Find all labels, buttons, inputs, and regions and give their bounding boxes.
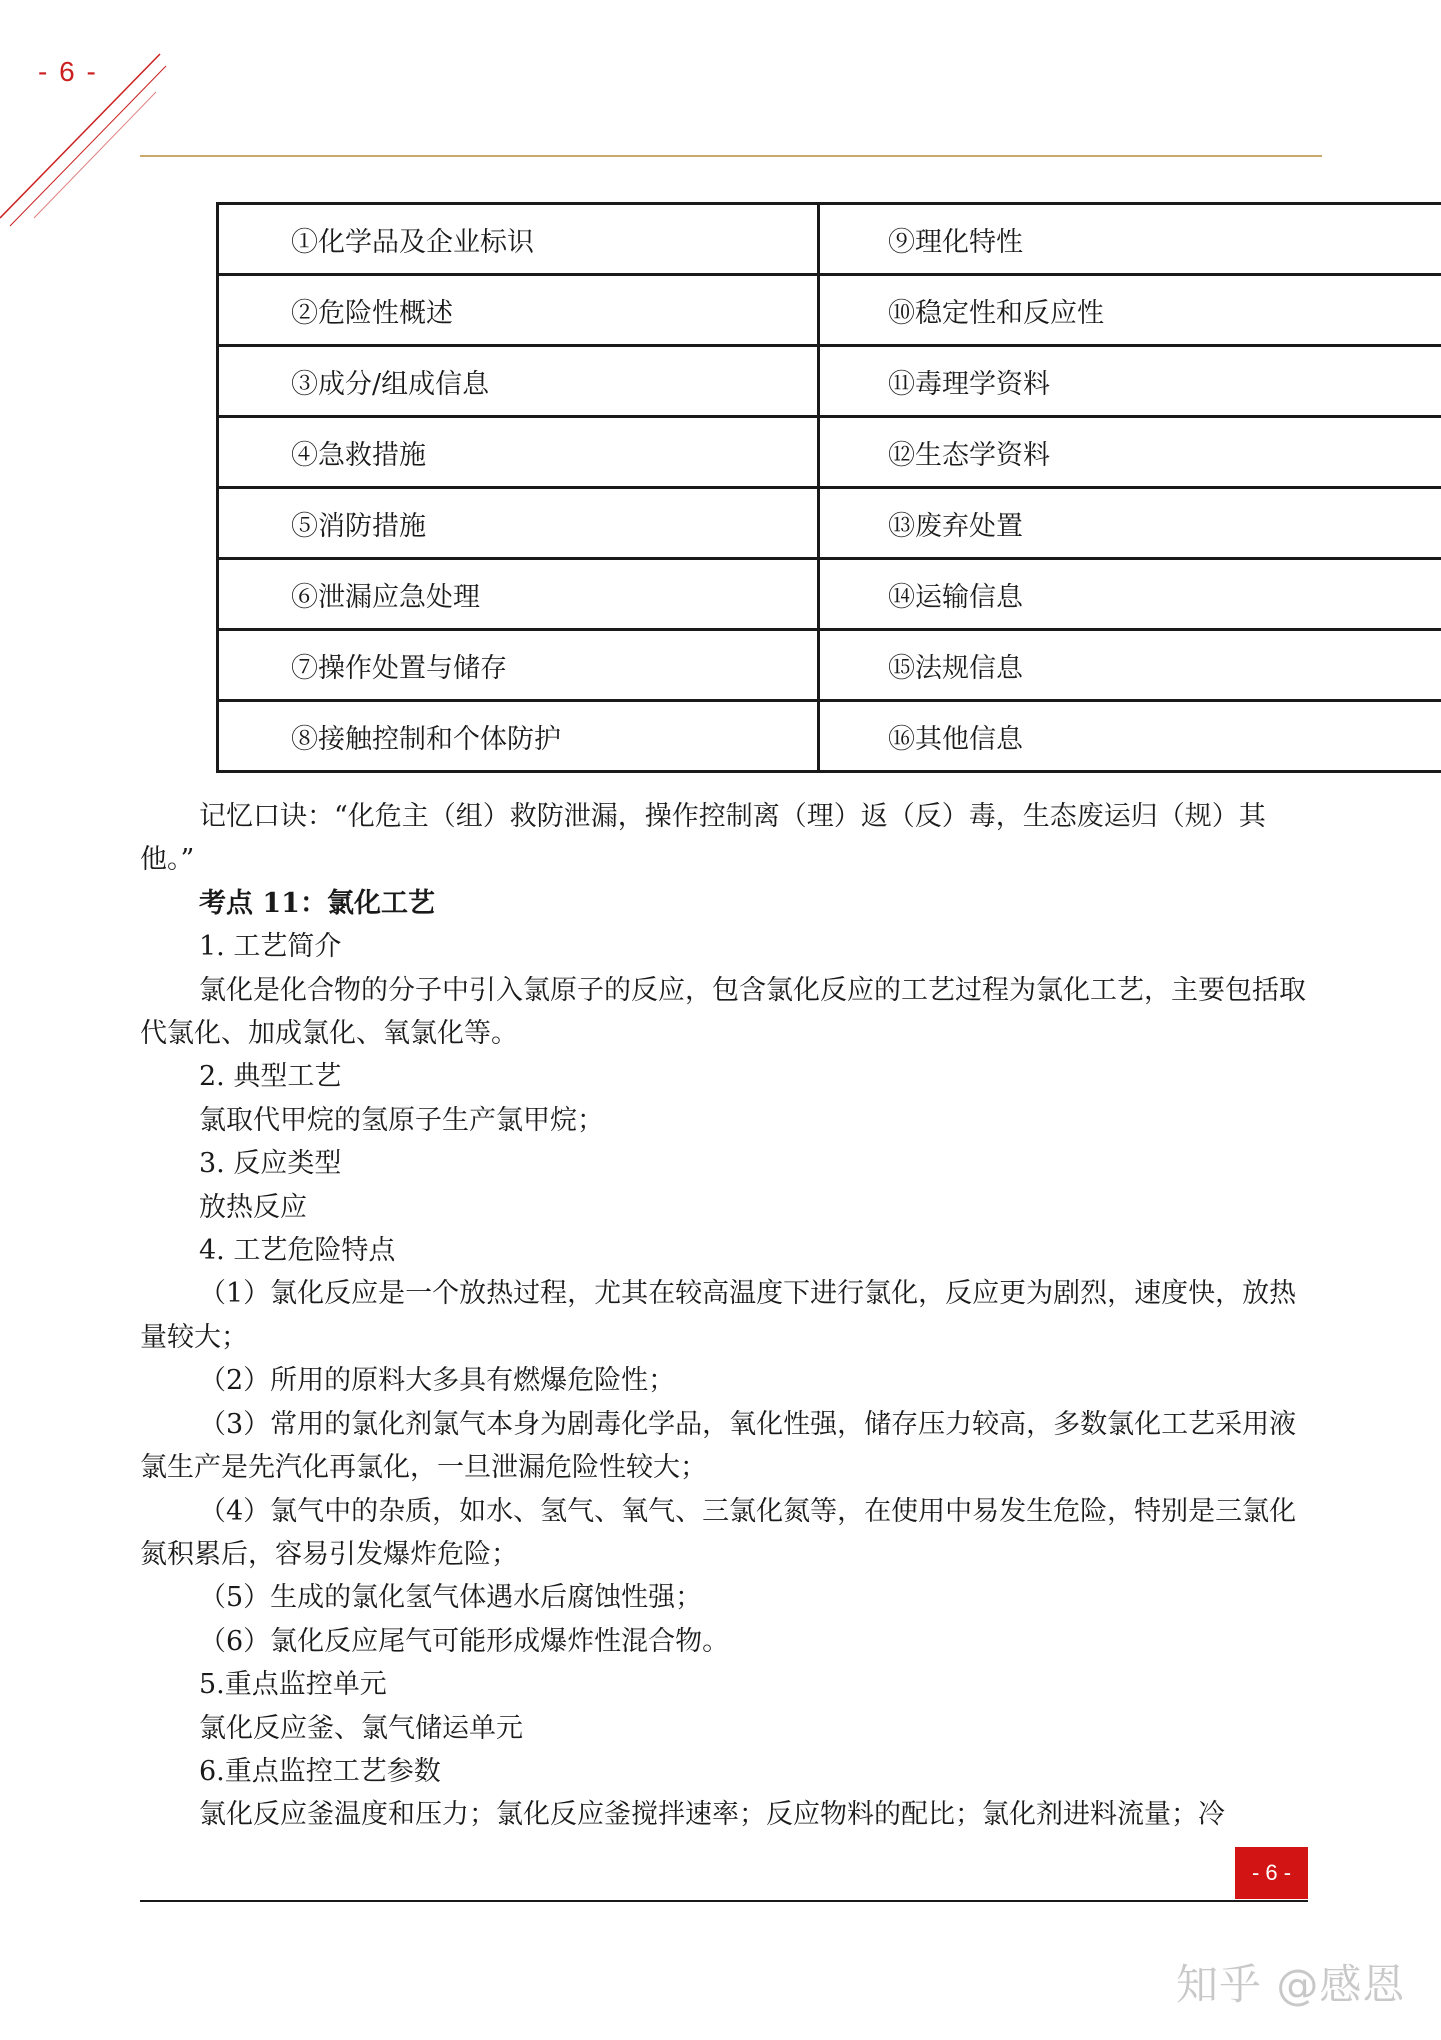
table-cell: ⑮法规信息 xyxy=(819,630,1441,701)
table-cell: ⑤消防措施 xyxy=(218,488,819,559)
table-cell: ⑬废弃处置 xyxy=(819,488,1441,559)
table-cell: ⑧接触控制和个体防护 xyxy=(218,701,819,772)
header-rule xyxy=(140,155,1322,157)
corner-decoration xyxy=(0,0,180,230)
table-cell: ①化学品及企业标识 xyxy=(218,204,819,275)
heading-monitoring-units: 5.重点监控单元 xyxy=(199,1669,387,1701)
heading-reaction-type: 3. 反应类型 xyxy=(199,1148,342,1180)
heading-hazard-features: 4. 工艺危险特点 xyxy=(199,1235,396,1267)
footer-rule xyxy=(140,1900,1308,1902)
page-number-badge: - 6 - xyxy=(1235,1847,1308,1899)
hazard-item-3: （3）常用的氯化剂氯气本身为剧毒化学品，氧化性强，储存压力较高，多数氯化工艺采用液氯生产是先汽化再氯化，一旦泄漏危险性较大； xyxy=(140,1408,1297,1484)
table-cell: ⑩稳定性和反应性 xyxy=(819,275,1441,346)
table-cell: ②危险性概述 xyxy=(218,275,819,346)
table-row xyxy=(218,346,1441,417)
paragraph-monitoring-params: 氯化反应釜温度和压力；氯化反应釜搅拌速率；反应物料的配比；氯化剂进料流量；冷 xyxy=(199,1799,1225,1831)
table-cell: ④急救措施 xyxy=(218,417,819,488)
table-cell: ⑦操作处置与储存 xyxy=(218,630,819,701)
table-cell: ⑫生态学资料 xyxy=(819,417,1441,488)
hazard-item-5: （5）生成的氯化氢气体遇水后腐蚀性强； xyxy=(199,1582,703,1614)
heading-process-intro: 1. 工艺简介 xyxy=(199,931,342,963)
hazard-item-4: （4）氯气中的杂质，如水、氢气、氧气、三氯化氮等，在使用中易发生危险，特别是三氯化氮积累后，容易引发爆炸危险； xyxy=(140,1495,1297,1570)
hazard-item-1: （1）氯化反应是一个放热过程，尤其在较高温度下进行氯化，反应更为剧烈，速度快，放热量较大； xyxy=(140,1278,1297,1353)
heading-typical-process: 2. 典型工艺 xyxy=(199,1061,342,1093)
table-cell: ⑨理化特性 xyxy=(819,204,1441,275)
heading-monitoring-params: 6.重点监控工艺参数 xyxy=(199,1755,441,1787)
paragraph-process-intro: 氯化是化合物的分子中引入氯原子的反应，包含氯化反应的工艺过程为氯化工艺，主要包括取代氯化、加成氯化、氧氯化等。 xyxy=(140,974,1306,1050)
table-row xyxy=(218,204,1441,275)
table-row xyxy=(218,275,1441,346)
table-row xyxy=(218,701,1441,772)
section-title: 考点 11：氯化工艺 xyxy=(199,887,435,919)
table-cell: ⑯其他信息 xyxy=(819,701,1441,772)
paragraph-typical-process: 氯取代甲烷的氢原子生产氯甲烷； xyxy=(199,1104,604,1136)
sds-sections-table xyxy=(216,202,1441,773)
table-row xyxy=(218,417,1441,488)
table-cell: ⑭运输信息 xyxy=(819,559,1441,630)
watermark: 知乎 @感恩 xyxy=(1176,1960,1406,2009)
paragraph-monitoring-units: 氯化反应釜、氯气储运单元 xyxy=(199,1712,523,1744)
paragraph-reaction-type: 放热反应 xyxy=(199,1191,307,1223)
mnemonic: 记忆口诀：“化危主（组）救防泄漏，操作控制离（理）返（反）毒，生态废运归（规）其他。” xyxy=(140,801,1266,876)
table-row xyxy=(218,488,1441,559)
hazard-item-2: （2）所用的原料大多具有燃爆危险性； xyxy=(199,1365,676,1397)
table-cell: ⑥泄漏应急处理 xyxy=(218,559,819,630)
page-number-top: - 6 - xyxy=(38,56,98,87)
table-cell: ⑪毒理学资料 xyxy=(819,346,1441,417)
hazard-item-6: （6）氯化反应尾气可能形成爆炸性混合物。 xyxy=(199,1625,730,1657)
table-cell: ③成分/组成信息 xyxy=(218,346,819,417)
table-row xyxy=(218,630,1441,701)
table-row xyxy=(218,559,1441,630)
document-body xyxy=(140,795,1320,1837)
